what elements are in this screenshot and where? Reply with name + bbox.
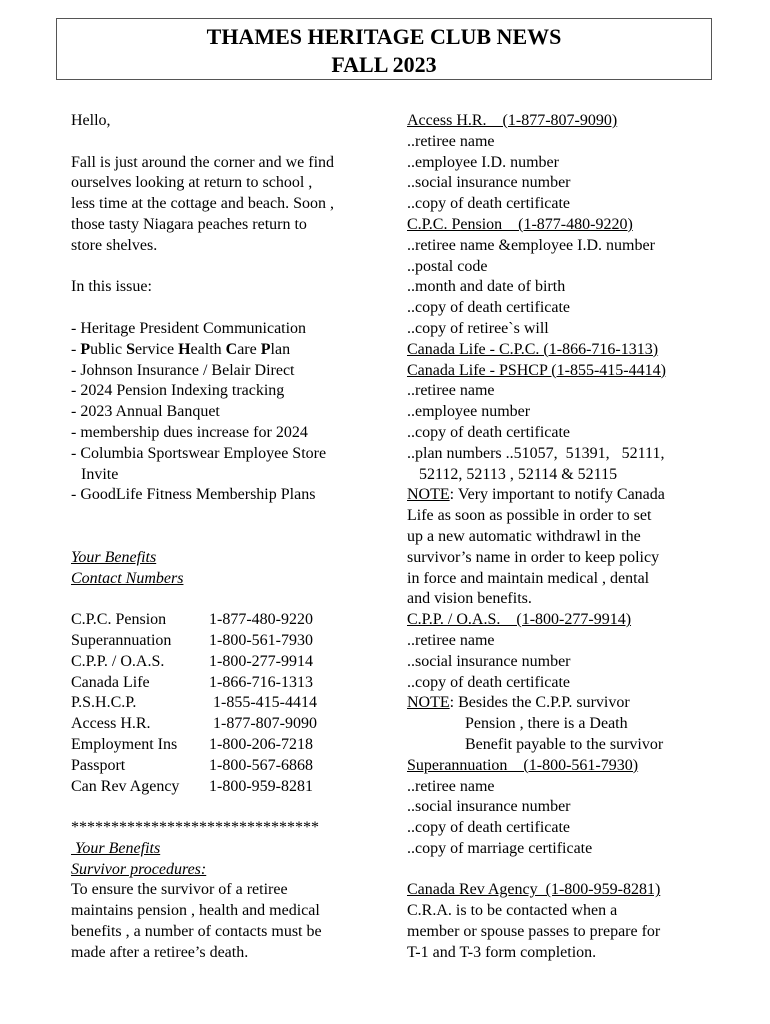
issue-item: - GoodLife Fitness Membership Plans bbox=[71, 486, 316, 504]
checklist-item: ..employee I.D. number bbox=[407, 153, 559, 171]
intro-line: ourselves looking at return to school , bbox=[71, 174, 313, 192]
note-text: in force and maintain medical , dental bbox=[407, 569, 650, 587]
access-hr-heading: Access H.R. (1-877-807-9090) bbox=[407, 112, 618, 129]
issue-item-pshcp: - Public Service Health Care Plan bbox=[71, 340, 291, 358]
contact-number: 1-877-807-9090 bbox=[209, 715, 317, 733]
checklist-item: ..copy of marriage certificate bbox=[407, 839, 593, 857]
issue-item: - 2023 Annual Banquet bbox=[71, 403, 220, 421]
checklist-item: ..employee number bbox=[407, 403, 531, 421]
note-text: up a new automatic withdrawl in the bbox=[407, 527, 641, 545]
contact-number: 1-800-561-7930 bbox=[209, 631, 313, 649]
cra-text: member or spouse passes to prepare for bbox=[407, 923, 661, 941]
contact-number: 1-855-415-4414 bbox=[209, 694, 317, 712]
contact-row bbox=[71, 756, 381, 777]
survivor-text: benefits , a number of contacts must be bbox=[71, 923, 322, 941]
contact-name: Superannuation bbox=[71, 631, 172, 649]
intro-line: Fall is just around the corner and we find bbox=[71, 153, 335, 171]
contact-row bbox=[71, 652, 381, 673]
benefits-heading: Your Benefits bbox=[71, 548, 157, 566]
checklist-item: ..copy of death certificate bbox=[407, 423, 571, 441]
checklist-item: ..month and date of birth bbox=[407, 278, 566, 296]
contact-row bbox=[71, 693, 381, 714]
checklist-item: ..copy of death certificate bbox=[407, 673, 571, 691]
checklist-item: ..copy of death certificate bbox=[407, 299, 571, 317]
contact-row bbox=[71, 673, 381, 694]
cra-text: C.R.A. is to be contacted when a bbox=[407, 902, 618, 920]
intro-line: less time at the cottage and beach. Soon , bbox=[71, 195, 335, 213]
contact-name: P.S.H.C.P. bbox=[71, 694, 137, 712]
contact-name: Canada Life bbox=[71, 673, 150, 691]
survivor-procedures-heading: Survivor procedures: bbox=[71, 860, 207, 878]
contact-row bbox=[71, 714, 381, 735]
issue-item-continued: Invite bbox=[81, 465, 119, 483]
cra-heading: Canada Rev Agency (1-800-959-8281) bbox=[407, 881, 661, 899]
contact-name: Can Rev Agency bbox=[71, 777, 180, 795]
issue-heading: In this issue: bbox=[71, 278, 152, 296]
superannuation-heading: Superannuation (1-800-561-7930) bbox=[407, 756, 639, 774]
contact-row bbox=[71, 735, 381, 756]
contact-name: Employment Ins bbox=[71, 735, 178, 753]
contact-numbers-heading: Contact Numbers bbox=[71, 569, 184, 587]
note-text: survivor’s name in order to keep policy bbox=[407, 548, 660, 566]
contact-row bbox=[71, 631, 381, 652]
checklist-item: ..retiree name bbox=[407, 631, 495, 649]
newsletter-season: FALL 2023 bbox=[331, 52, 437, 77]
checklist-item: ..plan numbers ..51057, 51391, 52111, bbox=[407, 444, 665, 462]
cra-text: T-1 and T-3 form completion. bbox=[407, 943, 597, 961]
contact-name: C.P.P. / O.A.S. bbox=[71, 652, 165, 670]
issue-item: - 2024 Pension Indexing tracking bbox=[71, 382, 285, 400]
note-cpp: NOTE: Besides the C.P.P. survivor bbox=[407, 694, 630, 712]
plan-numbers-continued: 52112, 52113 , 52114 & 52115 bbox=[419, 465, 618, 483]
checklist-item: ..social insurance number bbox=[407, 174, 571, 192]
intro-line: store shelves. bbox=[71, 236, 158, 254]
checklist-item: ..copy of retiree`s will bbox=[407, 319, 549, 337]
issue-item: - membership dues increase for 2024 bbox=[71, 423, 308, 441]
contact-number: 1-800-959-8281 bbox=[209, 777, 313, 795]
contact-number: 1-866-716-1313 bbox=[209, 673, 313, 691]
contact-number: 1-800-277-9914 bbox=[209, 652, 313, 670]
newsletter-title-box bbox=[56, 18, 712, 80]
right-column bbox=[407, 111, 707, 964]
newsletter-title: THAMES HERITAGE CLUB NEWS bbox=[206, 24, 562, 49]
checklist-item: ..retiree name bbox=[407, 382, 495, 400]
note-canada-life: NOTE: Very important to notify Canada bbox=[407, 486, 665, 504]
left-column bbox=[71, 111, 381, 964]
contact-name: Access H.R. bbox=[71, 715, 151, 733]
contact-row bbox=[71, 777, 381, 798]
contact-row bbox=[71, 610, 381, 631]
contact-name: C.P.C. Pension bbox=[71, 611, 167, 629]
survivor-benefits-heading: Your Benefits bbox=[75, 839, 161, 857]
survivor-text: To ensure the survivor of a retiree bbox=[71, 881, 288, 899]
checklist-item: ..postal code bbox=[407, 257, 488, 275]
intro-line: those tasty Niagara peaches return to bbox=[71, 215, 307, 233]
cpc-pension-heading: C.P.C. Pension (1-877-480-9220) bbox=[407, 215, 633, 233]
canada-life-cpc-heading: Canada Life - C.P.C. (1-866-716-1313) bbox=[407, 340, 659, 358]
separator: ******************************* bbox=[71, 819, 319, 837]
contact-number: 1-800-567-6868 bbox=[209, 756, 313, 774]
cpp-oas-heading: C.P.P. / O.A.S. (1-800-277-9914) bbox=[407, 611, 632, 629]
issue-item: - Johnson Insurance / Belair Direct bbox=[71, 361, 295, 379]
checklist-item: ..copy of death certificate bbox=[407, 819, 571, 837]
contact-number: 1-800-206-7218 bbox=[209, 735, 313, 753]
checklist-item: ..social insurance number bbox=[407, 652, 571, 670]
contact-number: 1-877-480-9220 bbox=[209, 611, 313, 629]
checklist-item: ..copy of death certificate bbox=[407, 195, 571, 213]
note-text: Life as soon as possible in order to set bbox=[407, 507, 652, 525]
checklist-item: ..retiree name bbox=[407, 777, 495, 795]
survivor-text: maintains pension , health and medical bbox=[71, 902, 320, 920]
contact-name: Passport bbox=[71, 756, 126, 774]
checklist-item: ..social insurance number bbox=[407, 798, 571, 816]
greeting: Hello, bbox=[71, 112, 111, 129]
issue-item: - Heritage President Communication bbox=[71, 319, 307, 337]
issue-item: - Columbia Sportswear Employee Store bbox=[71, 444, 327, 462]
canada-life-pshcp-heading: Canada Life - PSHCP (1-855-415-4414) bbox=[407, 361, 666, 379]
note-text: Pension , there is a Death bbox=[465, 715, 628, 733]
survivor-text: made after a retiree’s death. bbox=[71, 943, 249, 961]
checklist-item: ..retiree name &employee I.D. number bbox=[407, 236, 655, 254]
checklist-item: ..retiree name bbox=[407, 132, 495, 150]
note-text: and vision benefits. bbox=[407, 590, 532, 608]
note-text: Benefit payable to the survivor bbox=[465, 735, 664, 753]
